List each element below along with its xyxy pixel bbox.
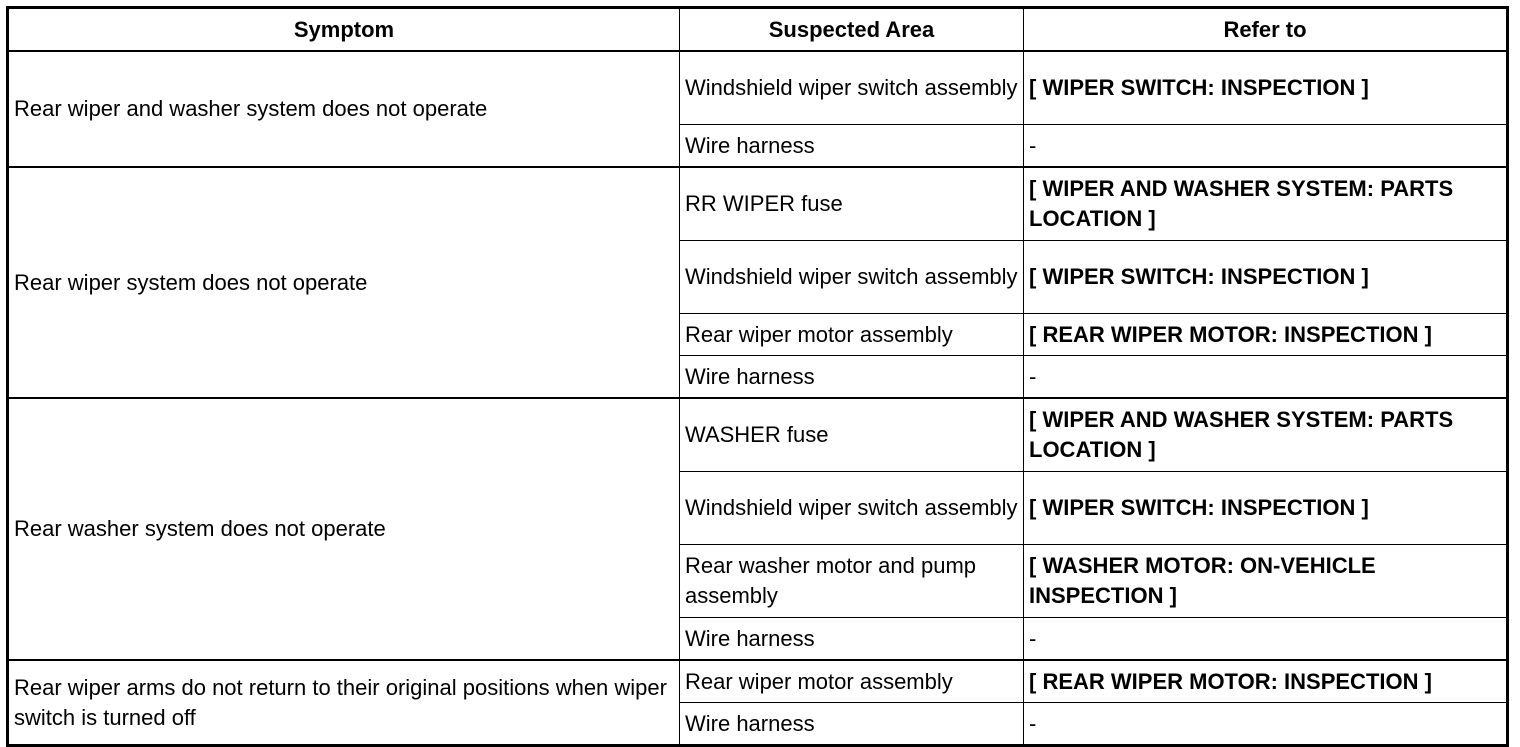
refer-to-cell: [ WASHER MOTOR: ON-VEHICLE INSPECTION ]: [1024, 545, 1508, 618]
refer-to-cell: [ REAR WIPER MOTOR: INSPECTION ]: [1024, 660, 1508, 703]
symptom-cell: Rear wiper and washer system does not operate: [8, 51, 680, 167]
header-refer-to: Refer to: [1024, 8, 1508, 52]
header-symptom: Symptom: [8, 8, 680, 52]
refer-to-cell: [ REAR WIPER MOTOR: INSPECTION ]: [1024, 314, 1508, 356]
table-header-row: [8, 8, 1508, 52]
symptom-cell: Rear washer system does not operate: [8, 398, 680, 660]
suspected-area-cell: Wire harness: [680, 356, 1024, 399]
refer-to-cell: -: [1024, 703, 1508, 746]
troubleshooting-table: [6, 6, 1509, 747]
refer-to-cell: [ WIPER SWITCH: INSPECTION ]: [1024, 472, 1508, 545]
suspected-area-cell: Wire harness: [680, 125, 1024, 168]
suspected-area-cell: RR WIPER fuse: [680, 167, 1024, 241]
header-suspected-area: Suspected Area: [680, 8, 1024, 52]
table-row: [8, 167, 1508, 241]
suspected-area-cell: Rear wiper motor assembly: [680, 660, 1024, 703]
suspected-area-cell: Windshield wiper switch assembly: [680, 51, 1024, 125]
table-row: [8, 660, 1508, 703]
symptom-cell: Rear wiper arms do not return to their original positions when wiper switch is turned off: [8, 660, 680, 746]
symptom-cell: Rear wiper system does not operate: [8, 167, 680, 398]
refer-to-cell: -: [1024, 618, 1508, 661]
document-page: [6, 6, 1506, 747]
suspected-area-cell: Rear washer motor and pump assembly: [680, 545, 1024, 618]
refer-to-cell: [ WIPER AND WASHER SYSTEM: PARTS LOCATION ]: [1024, 167, 1508, 241]
suspected-area-cell: Windshield wiper switch assembly: [680, 241, 1024, 314]
refer-to-cell: -: [1024, 356, 1508, 399]
suspected-area-cell: Windshield wiper switch assembly: [680, 472, 1024, 545]
suspected-area-cell: Wire harness: [680, 618, 1024, 661]
table-row: [8, 51, 1508, 125]
refer-to-cell: [ WIPER AND WASHER SYSTEM: PARTS LOCATION ]: [1024, 398, 1508, 472]
refer-to-cell: -: [1024, 125, 1508, 168]
table-row: [8, 398, 1508, 472]
suspected-area-cell: Wire harness: [680, 703, 1024, 746]
suspected-area-cell: WASHER fuse: [680, 398, 1024, 472]
suspected-area-cell: Rear wiper motor assembly: [680, 314, 1024, 356]
refer-to-cell: [ WIPER SWITCH: INSPECTION ]: [1024, 51, 1508, 125]
refer-to-cell: [ WIPER SWITCH: INSPECTION ]: [1024, 241, 1508, 314]
